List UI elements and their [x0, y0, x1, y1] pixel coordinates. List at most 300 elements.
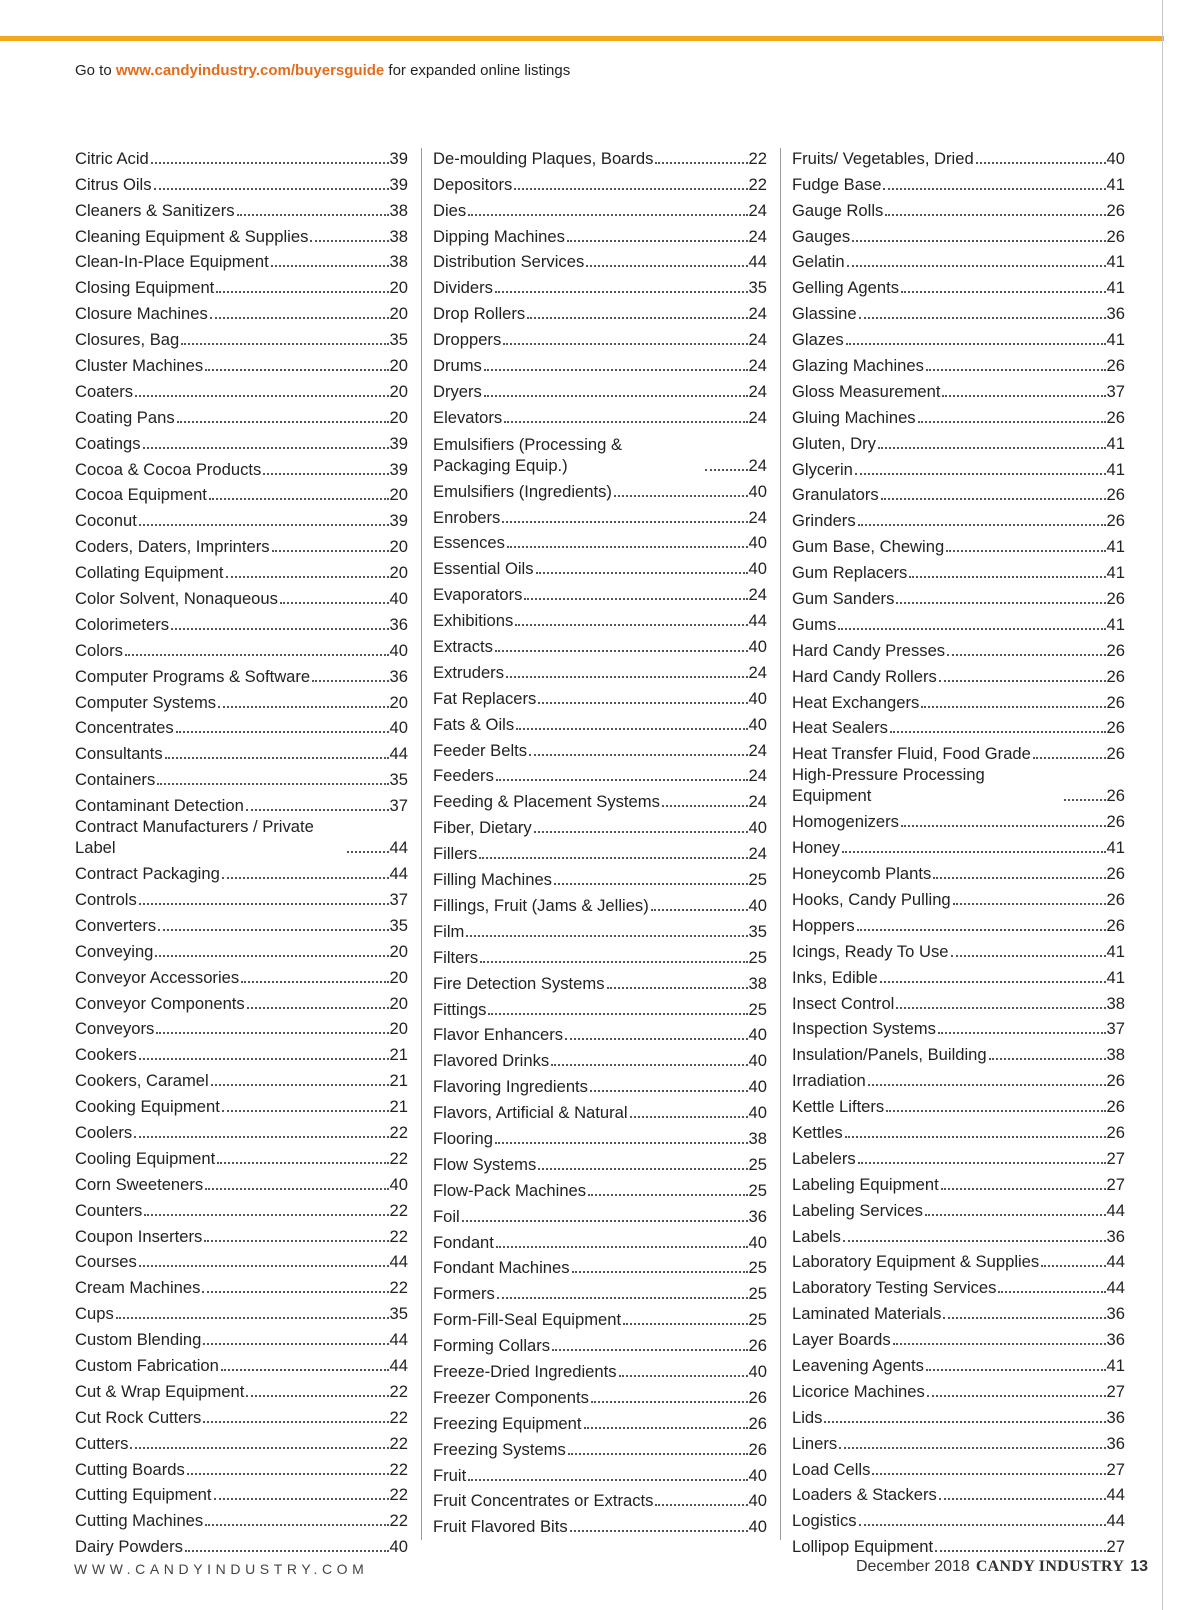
dot-leader	[872, 1473, 1105, 1475]
buyers-guide-link[interactable]: www.candyindustry.com/buyersguide	[115, 62, 385, 79]
index-entry	[792, 1402, 1125, 1428]
index-term: Gum Sanders	[792, 589, 895, 609]
index-term: Custom Fabrication	[75, 1355, 219, 1375]
index-page-number: 24	[748, 844, 767, 864]
index-entry	[75, 1480, 408, 1506]
index-entry	[75, 221, 408, 247]
dot-leader	[466, 935, 747, 937]
dot-leader	[881, 498, 1106, 500]
index-term: Fruits/ Vegetables, Dried	[792, 148, 974, 168]
index-term: High-Pressure Processing Equipment	[792, 765, 985, 806]
index-entry	[792, 1428, 1125, 1454]
index-entry	[433, 890, 767, 916]
index-page-number: 24	[748, 381, 767, 401]
dot-leader	[217, 1162, 388, 1164]
dot-leader	[607, 987, 748, 989]
dot-leader	[857, 929, 1106, 931]
index-page-number: 20	[389, 381, 408, 401]
index-entry	[75, 557, 408, 583]
index-entry	[433, 1227, 767, 1253]
dot-leader	[203, 1421, 388, 1423]
index-entry	[433, 1201, 767, 1227]
dot-leader	[221, 1369, 389, 1371]
index-page-number: 20	[389, 356, 408, 376]
index-term: Feeders	[433, 766, 494, 786]
index-entry	[75, 858, 408, 884]
index-term: Evaporators	[433, 585, 523, 605]
index-page-number: 38	[748, 973, 767, 993]
dot-leader	[222, 877, 389, 879]
dot-leader	[855, 473, 1106, 475]
dot-leader	[165, 757, 389, 759]
index-entry	[75, 531, 408, 557]
index-entry	[75, 169, 408, 195]
index-entry	[792, 713, 1125, 739]
dot-leader	[843, 1240, 1106, 1242]
index-entry	[792, 557, 1125, 583]
index-term: Computer Programs & Software	[75, 666, 311, 686]
index-term: Hooks, Candy Pulling	[792, 889, 951, 909]
dot-leader	[651, 909, 748, 911]
index-term: Inspection Systems	[792, 1019, 936, 1039]
dot-leader	[116, 1317, 389, 1319]
index-page-number: 44	[1106, 1511, 1125, 1531]
index-entry	[792, 1272, 1125, 1298]
index-page-number: 20	[389, 537, 408, 557]
index-term: Courses	[75, 1252, 137, 1272]
dot-leader	[246, 809, 389, 811]
dot-leader	[185, 1550, 389, 1552]
index-page-number: 44	[389, 1355, 408, 1375]
dot-leader	[484, 395, 748, 397]
index-term: Closing Equipment	[75, 278, 215, 298]
index-term: Lollipop Equipment	[792, 1537, 934, 1557]
footer-website[interactable]: WWW.CANDYINDUSTRY.COM	[74, 1561, 369, 1577]
index-term: Clean-In-Place Equipment	[75, 252, 269, 272]
index-entry	[433, 502, 767, 528]
index-term: Gluing Machines	[792, 407, 916, 427]
index-entry	[75, 1428, 408, 1454]
index-page-number: 24	[748, 200, 767, 220]
dot-leader	[506, 676, 748, 678]
index-entry	[75, 1298, 408, 1324]
index-page-number: 36	[389, 614, 408, 634]
index-entry	[433, 1149, 767, 1175]
index-entry	[792, 195, 1125, 221]
index-entry	[75, 1324, 408, 1350]
dot-leader	[886, 1110, 1105, 1112]
index-page-number: 35	[389, 1304, 408, 1324]
index-page-number: 20	[389, 967, 408, 987]
index-entry	[792, 1195, 1125, 1221]
index-page-number: 24	[748, 766, 767, 786]
index-entry	[792, 1298, 1125, 1324]
index-entry	[433, 1486, 767, 1512]
index-page-number: 40	[748, 895, 767, 915]
index-term: Emulsifiers (Ingredients)	[433, 481, 612, 501]
index-entry	[792, 1117, 1125, 1143]
dot-leader	[998, 1291, 1105, 1293]
index-page-number: 25	[748, 1154, 767, 1174]
index-page-number: 39	[389, 459, 408, 479]
dot-leader	[568, 1453, 748, 1455]
dot-leader	[272, 550, 389, 552]
dot-leader	[939, 1498, 1106, 1500]
index-term: Glassine	[792, 304, 857, 324]
index-entry	[792, 764, 1125, 806]
index-page-number: 20	[389, 304, 408, 324]
index-entry	[433, 324, 767, 350]
index-entry	[433, 709, 767, 735]
index-term: Gauge Rolls	[792, 200, 884, 220]
index-term: Cups	[75, 1304, 114, 1324]
index-entry	[75, 910, 408, 936]
index-page-number: 41	[1106, 252, 1125, 272]
index-page-number: 26	[1106, 666, 1125, 686]
index-entry	[792, 221, 1125, 247]
index-entry	[75, 1272, 408, 1298]
index-entry	[433, 942, 767, 968]
index-term: Cooking Equipment	[75, 1097, 220, 1117]
index-entry	[433, 298, 767, 324]
index-page-number: 36	[1106, 1407, 1125, 1427]
index-entry	[75, 247, 408, 273]
dot-leader	[488, 1013, 747, 1015]
index-term: Flooring	[433, 1128, 493, 1148]
index-term: Fittings	[433, 999, 487, 1019]
index-term: Citric Acid	[75, 148, 149, 168]
index-page-number: 40	[748, 637, 767, 657]
index-page-number: 44	[1106, 1200, 1125, 1220]
dot-leader	[211, 1084, 389, 1086]
index-entry	[75, 1169, 408, 1195]
index-term: Fruit	[433, 1465, 467, 1485]
index-page-number: 40	[748, 559, 767, 579]
index-page-number: 36	[389, 666, 408, 686]
dot-leader	[479, 857, 747, 859]
index-page-number: 40	[389, 589, 408, 609]
index-page-number: 39	[389, 433, 408, 453]
dot-leader	[909, 576, 1105, 578]
index-entry	[75, 1014, 408, 1040]
dot-leader	[619, 1375, 748, 1377]
top-accent-rule	[0, 36, 1164, 41]
dot-leader	[890, 731, 1106, 733]
index-page-number: 24	[748, 330, 767, 350]
dot-leader	[896, 1007, 1105, 1009]
dot-leader	[177, 421, 389, 423]
index-entry	[75, 143, 408, 169]
index-page-number: 35	[389, 915, 408, 935]
index-entry	[792, 1221, 1125, 1247]
index-entry	[433, 657, 767, 683]
index-page-number: 24	[748, 662, 767, 682]
index-term: Cleaners & Sanitizers	[75, 200, 235, 220]
index-term: Conveying	[75, 941, 154, 961]
index-term: Forming Collars	[433, 1336, 551, 1356]
index-page-number: 22	[389, 1407, 408, 1427]
dot-leader	[551, 1064, 747, 1066]
index-term: Laboratory Equipment & Supplies	[792, 1252, 1040, 1272]
index-page-number: 41	[1106, 433, 1125, 453]
index-page-number: 27	[1106, 1459, 1125, 1479]
index-term: Cutting Equipment	[75, 1485, 212, 1505]
index-page-number: 22	[389, 1122, 408, 1142]
dot-leader	[495, 1142, 748, 1144]
dot-leader	[527, 317, 747, 319]
index-entry	[433, 1330, 767, 1356]
index-page-number: 44	[389, 1330, 408, 1350]
index-term: Fruit Flavored Bits	[433, 1517, 568, 1537]
index-entry	[75, 635, 408, 661]
index-term: Dividers	[433, 278, 493, 298]
index-entry	[792, 1454, 1125, 1480]
index-entry	[433, 143, 767, 169]
index-term: Kettles	[792, 1122, 843, 1142]
index-page-number: 25	[748, 870, 767, 890]
index-term: Freezer Components	[433, 1387, 589, 1407]
index-term: Dryers	[433, 381, 482, 401]
dot-leader	[927, 1395, 1106, 1397]
index-entry	[433, 579, 767, 605]
index-entry	[433, 1097, 767, 1123]
dot-leader	[935, 1550, 1105, 1552]
index-entry	[792, 1091, 1125, 1117]
issue-date: December 2018	[855, 1558, 970, 1575]
index-entry	[75, 505, 408, 531]
index-page-number: 38	[389, 200, 408, 220]
index-term: Conveyor Accessories	[75, 967, 240, 987]
index-term: Gauges	[792, 226, 851, 246]
index-term: Fire Detection Systems	[433, 973, 605, 993]
index-entry	[792, 806, 1125, 832]
index-page-number: 41	[1106, 278, 1125, 298]
index-page-number: 25	[748, 1180, 767, 1200]
index-term: Granulators	[792, 485, 879, 505]
index-entry	[75, 1117, 408, 1143]
index-term: Contract Packaging	[75, 864, 220, 884]
index-page-number: 40	[748, 533, 767, 553]
dot-leader	[151, 162, 389, 164]
index-entry	[792, 738, 1125, 764]
index-term: Icings, Ready To Use	[792, 941, 949, 961]
index-page-number: 36	[1106, 1433, 1125, 1453]
index-page-number: 38	[389, 226, 408, 246]
dot-leader	[572, 1271, 748, 1273]
index-term: Cutting Machines	[75, 1511, 204, 1531]
dot-leader	[154, 188, 389, 190]
dot-leader	[705, 469, 748, 471]
index-term: Closure Machines	[75, 304, 208, 324]
index-term: Drop Rollers	[433, 304, 526, 324]
dot-leader	[502, 521, 747, 523]
index-entry	[792, 583, 1125, 609]
index-page-number: 40	[389, 1174, 408, 1194]
dot-leader	[504, 421, 747, 423]
index-page-number: 26	[1106, 356, 1125, 376]
index-page-number: 26	[1106, 915, 1125, 935]
index-term: Fondant	[433, 1232, 494, 1252]
dot-leader	[247, 1007, 389, 1009]
right-margin-rule	[1162, 0, 1163, 1610]
index-page-number: 40	[748, 688, 767, 708]
index-entry	[433, 1408, 767, 1434]
index-entry	[433, 402, 767, 428]
index-entry	[75, 376, 408, 402]
index-page-number: 40	[748, 481, 767, 501]
index-term: Gum Base, Chewing	[792, 537, 945, 557]
dot-leader	[942, 395, 1105, 397]
dot-leader	[883, 188, 1105, 190]
index-entry	[75, 661, 408, 687]
index-page-number: 27	[1106, 1174, 1125, 1194]
index-term: Form-Fill-Seal Equipment	[433, 1310, 622, 1330]
dot-leader	[468, 1479, 747, 1481]
dot-leader	[588, 1194, 747, 1196]
page-number: 13	[1130, 1558, 1148, 1575]
index-entry	[792, 1014, 1125, 1040]
index-page-number: 27	[1106, 1148, 1125, 1168]
dot-leader	[263, 473, 388, 475]
index-entry	[433, 812, 767, 838]
dot-leader	[989, 1058, 1106, 1060]
index-term: Flavors, Artificial & Natural	[433, 1103, 628, 1123]
index-entry	[75, 1531, 408, 1557]
dot-leader	[590, 1090, 748, 1092]
index-entry	[433, 994, 767, 1020]
index-entry	[792, 832, 1125, 858]
index-term: Computer Systems	[75, 692, 217, 712]
index-term: Corn Sweeteners	[75, 1174, 204, 1194]
dot-leader	[584, 1427, 748, 1429]
dot-leader	[946, 550, 1105, 552]
dot-leader	[554, 883, 748, 885]
index-entry	[433, 683, 767, 709]
index-term: Dairy Powders	[75, 1537, 183, 1557]
dot-leader	[514, 188, 747, 190]
index-term: Hard Candy Rollers	[792, 666, 937, 686]
index-entry	[792, 635, 1125, 661]
index-page-number: 36	[748, 1206, 767, 1226]
index-entry	[433, 1045, 767, 1071]
index-entry	[433, 1175, 767, 1201]
dot-leader	[655, 162, 747, 164]
index-page-number: 41	[1106, 459, 1125, 479]
index-page-number: 22	[389, 1278, 408, 1298]
index-page-number: 26	[748, 1439, 767, 1459]
index-term: Elevators	[433, 407, 503, 427]
index-term: Contract Manufacturers / Private Label	[75, 817, 314, 858]
dot-leader	[847, 265, 1106, 267]
index-page-number: 37	[1106, 1019, 1125, 1039]
dot-leader	[205, 369, 388, 371]
index-entry	[433, 1511, 767, 1537]
index-term: Containers	[75, 770, 156, 790]
dot-leader	[901, 291, 1106, 293]
dot-leader	[496, 1246, 748, 1248]
index-term: Conveyors	[75, 1019, 155, 1039]
index-page-number: 44	[389, 838, 408, 858]
index-term: Cut Rock Cutters	[75, 1407, 202, 1427]
index-term: Labels	[792, 1226, 841, 1246]
index-entry	[433, 1460, 767, 1486]
index-term: Coders, Daters, Imprinters	[75, 537, 270, 557]
index-page-number: 37	[389, 796, 408, 816]
index-page-number: 26	[1106, 407, 1125, 427]
index-page-number: 39	[389, 148, 408, 168]
index-term: Glazing Machines	[792, 356, 924, 376]
index-entry	[792, 454, 1125, 480]
index-term: Colors	[75, 640, 123, 660]
index-page-number: 25	[748, 1284, 767, 1304]
dot-leader	[271, 265, 389, 267]
dot-leader	[662, 805, 748, 807]
index-entry	[792, 1505, 1125, 1531]
index-term: Inks, Edible	[792, 967, 878, 987]
index-page-number: 44	[1106, 1485, 1125, 1505]
index-entry	[433, 1356, 767, 1382]
index-page-number: 40	[748, 1232, 767, 1252]
dot-leader	[845, 1136, 1106, 1138]
index-term: Heat Sealers	[792, 718, 888, 738]
index-entry	[792, 609, 1125, 635]
index-term: Custom Blending	[75, 1330, 202, 1350]
index-term: Foil	[433, 1206, 460, 1226]
dot-leader	[347, 851, 389, 853]
index-page-number: 20	[389, 1019, 408, 1039]
index-entry	[433, 735, 767, 761]
index-entry	[433, 864, 767, 890]
index-page-number: 35	[389, 770, 408, 790]
index-entry	[75, 1195, 408, 1221]
index-entry	[433, 1382, 767, 1408]
index-page-number: 26	[1106, 744, 1125, 764]
index-term: Cut & Wrap Equipment	[75, 1381, 245, 1401]
index-page-number: 44	[389, 744, 408, 764]
dot-leader	[880, 981, 1106, 983]
index-page-number: 26	[748, 1413, 767, 1433]
dot-leader	[204, 1240, 388, 1242]
dot-leader	[570, 1530, 748, 1532]
index-term: Freezing Systems	[433, 1439, 566, 1459]
index-page-number: 27	[1106, 1537, 1125, 1557]
index-term: Coating Pans	[75, 407, 175, 427]
dot-leader	[852, 240, 1105, 242]
index-term: Fondant Machines	[433, 1258, 570, 1278]
dot-leader	[497, 1297, 748, 1299]
index-page-number: 22	[389, 1200, 408, 1220]
index-entry	[433, 350, 767, 376]
index-page-number: 22	[389, 1511, 408, 1531]
index-page-number: 24	[748, 226, 767, 246]
dot-leader	[139, 903, 389, 905]
index-term: Honeycomb Plants	[792, 864, 932, 884]
index-entry	[433, 838, 767, 864]
index-entry	[792, 531, 1125, 557]
index-entry	[792, 1247, 1125, 1273]
dot-leader	[310, 240, 388, 242]
index-entry	[792, 1376, 1125, 1402]
index-entry	[792, 376, 1125, 402]
index-page-number: 41	[1106, 838, 1125, 858]
dot-leader	[155, 955, 388, 957]
index-page-number: 40	[1106, 148, 1125, 168]
index-term: Gums	[792, 614, 837, 634]
index-entry	[433, 1304, 767, 1330]
index-entry	[792, 272, 1125, 298]
index-entry	[75, 1039, 408, 1065]
dot-leader	[824, 1421, 1105, 1423]
